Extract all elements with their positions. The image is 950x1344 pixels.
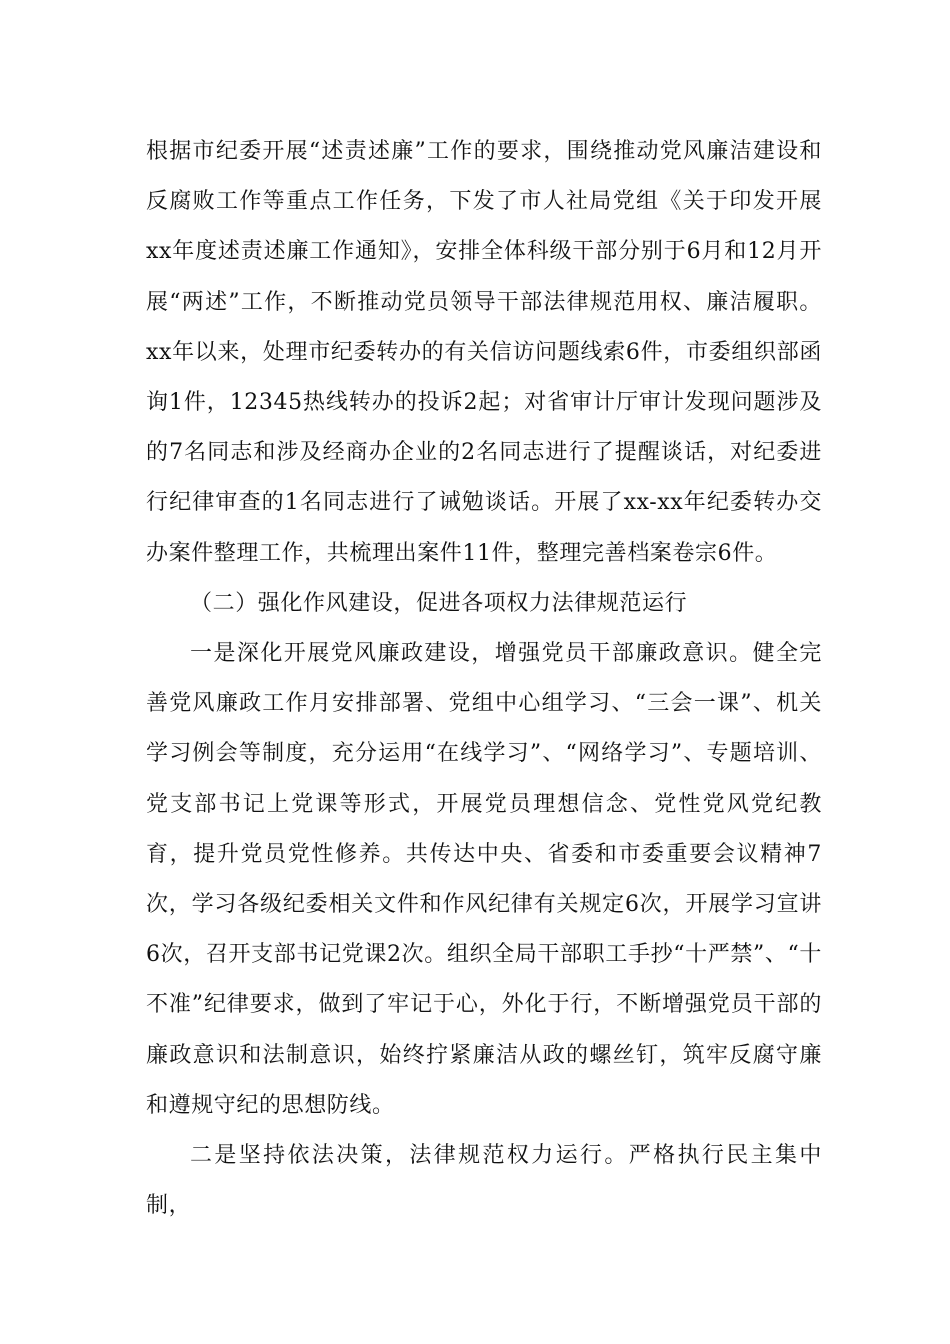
document-body: [146, 127, 822, 1231]
paragraph-integrity-education: 一是深化开展党风廉政建设，增强党员干部廉政意识。健全完善党风廉政工作月安排部署、党组中心组学习、“三会一课”、机关学习例会等制度，充分运用“在线学习”、“网络学习”、专题培训、党支部书记上党课等形式，开展党员理想信念、党性党风党纪教育，提升党员党性修养。共传达中央、省委和市委重要会议精神7次，学习各级纪委相关文件和作风纪律有关规定6次，开展学习宣讲6次，召开支部书记党课2次。组织全局干部职工手抄“十严禁”、“十不准”纪律要求，做到了牢记于心，外化于行，不断增强党员干部的廉政意识和法制意识，始终拧紧廉洁从政的螺丝钉，筑牢反腐守廉和遵规守纪的思想防线。: [146, 641, 822, 1118]
section-heading-2: （二）强化作风建设，促进各项权力法律规范运行: [190, 590, 688, 616]
paragraph-lawful-decision: 二是坚持依法决策，法律规范权力运行。严格执行民主集中制，: [146, 1143, 822, 1219]
paragraph-case-handling: 根据市纪委开展“述责述廉”工作的要求，围绕推动党风廉洁建设和反腐败工作等重点工作任务，下发了市人社局党组《关于印发开展xx年度述责述廉工作通知》，安排全体科级干部分别于6月和12月开展“两述”工作，不断推动党员领导干部法律规范用权、廉洁履职。xx年以来，处理市纪委转办的有关信访问题线索6件，市委组织部函询1件，12345热线转办的投诉2起；对省审计厅审计发现问题涉及的7名同志和涉及经商办企业的2名同志进行了提醒谈话，对纪委进行纪律审查的1名同志进行了诫勉谈话。开展了xx-xx年纪委转办交办案件整理工作，共梳理出案件11件，整理完善档案卷宗6件。: [146, 139, 822, 566]
